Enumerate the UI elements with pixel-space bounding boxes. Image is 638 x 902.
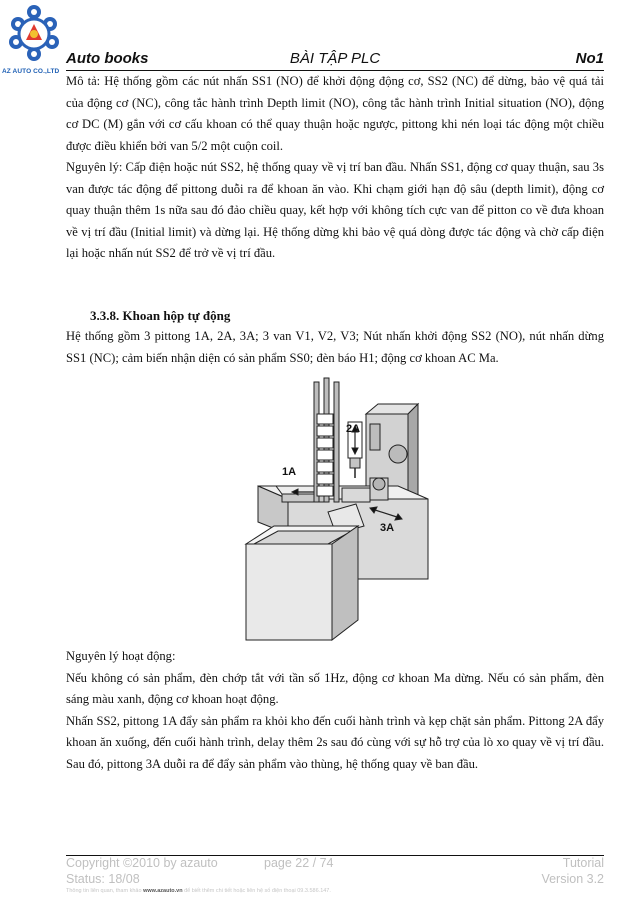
label-2a: 2A — [346, 423, 361, 435]
operation-para-1: Nếu không có sản phẩm, đèn chớp tắt với tần số 1Hz, động cơ khoan Ma dừng. Nếu có sản phẩm, đèn sáng màu xanh, động cơ khoan hoạt động. — [66, 670, 604, 706]
footer-website-link[interactable]: www.azauto.vn — [143, 888, 183, 894]
footer-copyright: Copyright ©2010 by azauto — [66, 856, 218, 870]
label-1a: 1A — [282, 466, 297, 478]
intro-description: Mô tả: Hệ thống gồm các nút nhấn SS1 (NO) để khởi động động cơ, SS2 (NC) để dừng, bảo vệ quá tải của động cơ (NC), công tắc hành trình Depth limit (NO), công tắc hành trình Initial situation (NO), động cơ DC (M) gắn với cơ cấu khoan có thể quay thuận hoặc ngược, pittong khi nén loại tác động một chiều được điều khiển bởi van 5/2 một cuộn coil. — [66, 74, 604, 153]
operation-para-2: Nhấn SS2, pittong 1A đẩy sản phẩm ra khỏi kho đến cuối hành trình và kẹp chặt sản phẩm. Pittong 2A đẩy khoan ăn xuống, đến cuối hành trình, delay thêm 2s sau đó cùng với sự hỗ trợ của lò xo quay về vị trí đầu. Sau đó, pittong 3A duỗi ra để đẩy sản phẩm vào thùng, hệ thống quay về ban đầu. — [66, 713, 604, 771]
header-right: No1 — [575, 50, 604, 67]
logo-text: AZ AUTO CO.,LTD — [2, 68, 60, 75]
page-header — [66, 50, 604, 71]
footer-type: Tutorial — [562, 856, 604, 870]
section-heading: 3.3.8. Khoan hộp tự động — [90, 308, 231, 323]
company-logo — [2, 2, 66, 74]
intro-principle: Nguyên lý: Cấp điện hoặc nút SS2, hệ thống quay về vị trí ban đầu. Nhấn SS1, động cơ quay thuận, sau 3s van được tác động để pittong duỗi ra để khoan ăn vào. Khi chạm giới hạn độ sâu (depth limit), động cơ quay thuận thêm 1s nữa sau đó đảo chiều quay, kết hợp với không tích cực van để pitton co về đưa khoan về vị trí đầu (Initial limit) và dừng lại. Hệ thống dừng khi bảo vệ quá dòng được tác động và chờ cấp điện lại hoặc nhấn nút SS2 để trở về vị trí đầu. — [66, 160, 604, 260]
footer-note-prefix: Thông tin liên quan, tham khảo — [66, 888, 144, 894]
operation-title: Nguyên lý hoạt động: — [66, 649, 176, 663]
footer-version: Version 3.2 — [541, 872, 604, 886]
operation-text — [66, 646, 604, 775]
header-left: Auto books — [66, 50, 149, 67]
header-title: BÀI TẬP PLC — [289, 50, 381, 67]
footer-note — [66, 888, 331, 894]
footer-status: Status: 18/08 — [66, 872, 140, 886]
machine-figure — [228, 374, 438, 642]
footer-note-suffix: để biết thêm chi tiết hoặc liên hệ số điện thoại 09.3.586.147. — [182, 888, 331, 894]
footer-page-number: page 22 / 74 — [264, 856, 334, 870]
label-3a: 3A — [380, 522, 395, 534]
section-description: Hệ thống gồm 3 pittong 1A, 2A, 3A; 3 van V1, V2, V3; Nút nhấn khởi động SS2 (NO), nút nhấn dừng SS1 (NC); cảm biến nhận diện có sản phẩm SS0; đèn báo H1; động cơ khoan AC Ma. — [66, 329, 604, 365]
intro-text — [66, 71, 604, 265]
page-footer — [66, 855, 604, 894]
